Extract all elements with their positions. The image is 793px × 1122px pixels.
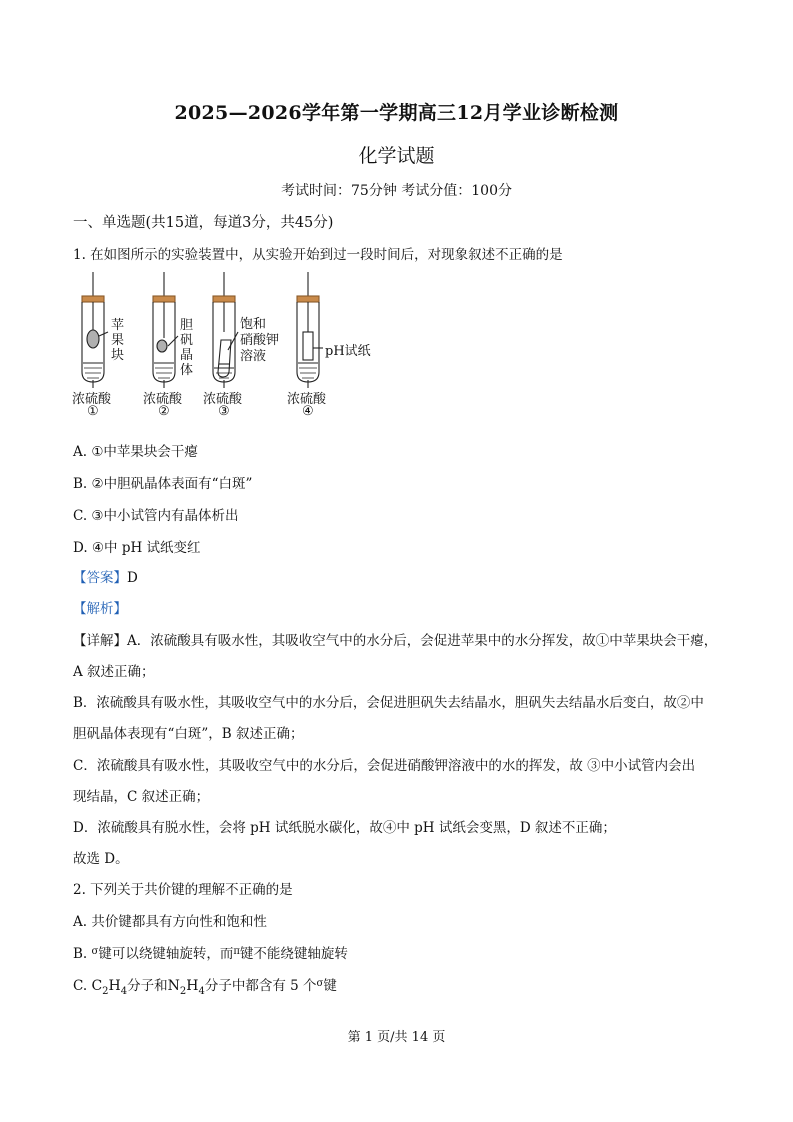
explanation-line-4: 胆矾晶体表现有“白斑”，B 叙述正确； — [73, 726, 304, 742]
q1-option-b: B. ②中胆矾晶体表面有“白斑” — [73, 476, 253, 492]
formula-c2h4: $C_2H_4$ — [91, 978, 128, 997]
explanation-line-6: 现结晶，C 叙述正确； — [73, 789, 210, 805]
test-tube-4 — [297, 272, 319, 382]
label-acid-4: 浓硫酸 — [287, 392, 327, 407]
label-ph-paper: pH试纸 — [325, 344, 371, 359]
label-apple-1: 苹 — [111, 318, 125, 333]
q1-option-c: C. ③中小试管内有晶体析出 — [73, 508, 239, 524]
explanation-line-1 — [73, 629, 717, 649]
sigma-symbol-2: σ — [316, 978, 324, 989]
q1-option-a: A. ①中苹果块会干瘪 — [73, 444, 198, 460]
detail-tag: 【详解】 — [73, 633, 127, 649]
label-apple-3: 块 — [111, 348, 125, 363]
pi-symbol: π — [233, 946, 240, 957]
label-num-3: ③ — [218, 404, 230, 419]
answer-value: D — [127, 570, 138, 586]
exam-info: 考试时间：75分钟 考试分值：100分 — [281, 183, 512, 199]
q1-option-d: D. ④中 pH 试纸变红 — [73, 540, 201, 556]
label-crystal-4: 体 — [180, 363, 194, 378]
explanation-line-2: A 叙述正确； — [73, 664, 155, 680]
explanation-line-5: C．浓硫酸具有吸水性，其吸收空气中的水分后，会促进硝酸钾溶液中的水的挥发，故 ③中小试管内会出 — [73, 758, 696, 774]
q2-option-a: A. 共价键都具有方向性和饱和性 — [73, 914, 267, 930]
q2-option-b: B. $^\sigma$键可以绕键轴旋转，而$^\pi$键不能绕键轴旋转 — [73, 946, 348, 962]
formula-n2h4: $N_2H_4$ — [167, 978, 205, 997]
page-title: 2025—2026学年第一学期高三12月学业诊断检测 — [174, 102, 619, 124]
label-solution: 溶液 — [240, 349, 267, 364]
label-acid-2: 浓硫酸 — [143, 392, 183, 407]
label-num-1: ① — [87, 404, 99, 419]
label-crystal-2: 矾 — [180, 333, 194, 348]
q1-answer-line — [73, 566, 138, 586]
explanation-text-1: A．浓硫酸具有吸水性，其吸收空气中的水分后，会促进苹果中的水分挥发，故①中苹果块会干瘪， — [127, 633, 718, 649]
label-crystal-3: 晶 — [180, 348, 194, 363]
q2-stem: 2. 下列关于共价键的理解不正确的是 — [73, 882, 293, 898]
subject-title: 化学试题 — [358, 145, 435, 167]
label-num-4: ④ — [302, 404, 314, 419]
analysis-tag: 【解析】 — [73, 601, 127, 617]
test-tube-2 — [153, 272, 175, 382]
test-tube-3 — [213, 272, 235, 382]
label-apple-2: 果 — [111, 333, 125, 348]
label-acid-1: 浓硫酸 — [72, 392, 112, 407]
explanation-line-7: D．浓硫酸具有脱水性，会将 pH 试纸脱水碳化，故④中 pH 试纸会变黑，D 叙述不正确； — [73, 820, 616, 836]
test-tube-1 — [82, 272, 104, 382]
label-crystal-1: 胆 — [180, 318, 194, 333]
label-kno3: 硝酸钾 — [240, 333, 280, 348]
q1-stem: 1. 在如图所示的实验装置中，从实验开始到过一段时间后，对现象叙述不正确的是 — [73, 247, 563, 263]
q2-option-c: C. $C_2H_4$分子和$N_2H_4$分子中都含有 5 个$^\sigma$键 — [73, 978, 337, 997]
page-footer: 第 1 页/共 14 页 — [347, 1030, 446, 1045]
sigma-symbol: σ — [91, 946, 99, 957]
label-num-2: ② — [158, 404, 170, 419]
label-acid-3: 浓硫酸 — [203, 392, 243, 407]
explanation-line-8: 故选 D。 — [73, 851, 129, 867]
label-saturated: 饱和 — [240, 317, 267, 332]
answer-tag: 【答案】 — [73, 570, 127, 586]
section-heading: 一、单选题(共15道，每道3分，共45分) — [73, 215, 334, 231]
explanation-line-3: B．浓硫酸具有吸水性，其吸收空气中的水分后，会促进胆矾失去结晶水，胆矾失去结晶水后变白，故②中 — [73, 695, 704, 711]
